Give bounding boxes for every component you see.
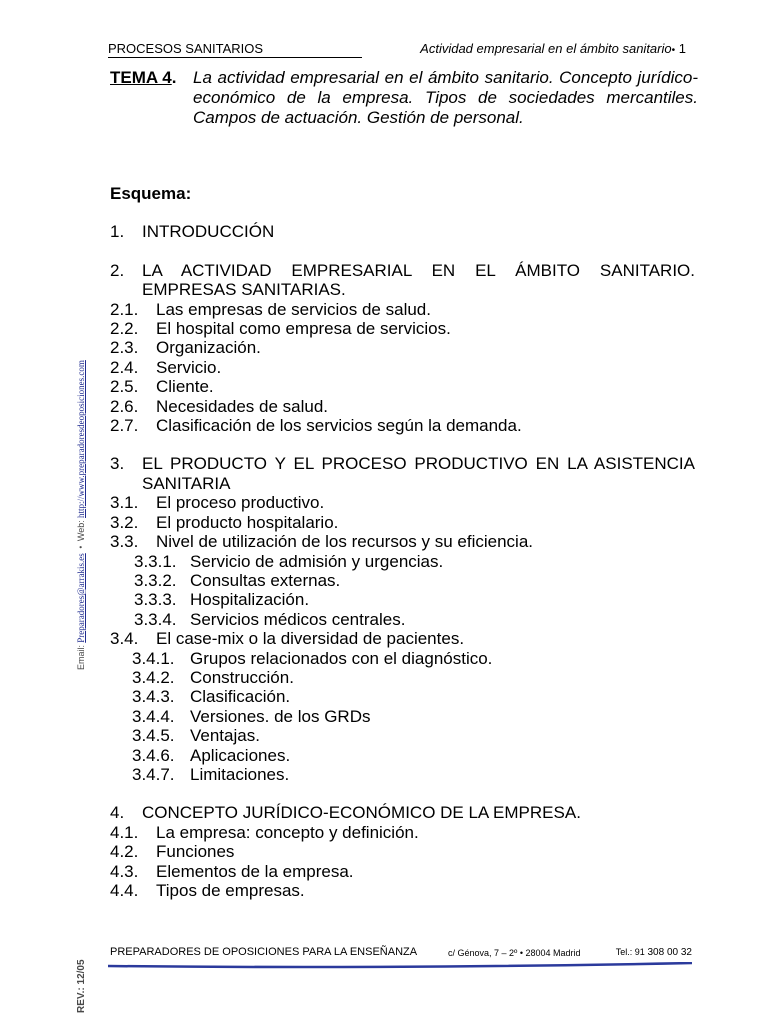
outline-subitem bbox=[110, 571, 695, 590]
page-title bbox=[110, 68, 698, 128]
item-number: 2.2. bbox=[110, 319, 139, 339]
section-number: 2. bbox=[110, 260, 125, 280]
item-text: El producto hospitalario. bbox=[156, 512, 339, 532]
section-title: LA ACTIVIDAD EMPRESARIAL EN EL ÁMBITO SANITARIO. EMPRESAS SANITARIAS. bbox=[142, 260, 695, 300]
item-text: Las empresas de servicios de salud. bbox=[156, 299, 431, 319]
footer-phone-label: Tel.: 91 bbox=[615, 947, 645, 957]
subitem-number: 3.3.1. bbox=[134, 551, 177, 571]
subitem-text: Aplicaciones. bbox=[190, 745, 291, 765]
section-number: 4. bbox=[110, 803, 125, 823]
subitem-number: 3.4.2. bbox=[132, 667, 175, 687]
subitem-number: 3.4.6. bbox=[132, 745, 175, 765]
subitem-number: 3.3.3. bbox=[134, 590, 177, 610]
item-text: El case-mix o la diversidad de pacientes. bbox=[156, 629, 465, 649]
outline-subitem bbox=[110, 610, 695, 629]
outline-item bbox=[110, 493, 695, 512]
outline-section bbox=[110, 454, 695, 493]
item-number: 4.3. bbox=[110, 861, 139, 881]
revision-text: REV.: 12/05 bbox=[76, 959, 87, 1013]
footer-organization: PREPARADORES DE OPOSICIONES PARA LA ENSEÑANZA bbox=[110, 946, 418, 958]
item-text: Clasificación de los servicios según la demanda. bbox=[156, 416, 522, 436]
outline-section bbox=[110, 222, 695, 241]
outline-section bbox=[110, 803, 695, 822]
item-text: Funciones bbox=[156, 842, 235, 862]
outline-subitem bbox=[110, 765, 695, 784]
item-text: Cliente. bbox=[156, 377, 214, 397]
subitem-text: Consultas externas. bbox=[190, 570, 341, 590]
item-number: 2.7. bbox=[110, 416, 139, 436]
outline-subitem bbox=[110, 552, 695, 571]
section-title: INTRODUCCIÓN bbox=[142, 222, 275, 242]
outline bbox=[110, 184, 695, 900]
revision-stamp bbox=[74, 955, 90, 1015]
header-topic bbox=[420, 40, 686, 60]
item-number: 2.5. bbox=[110, 377, 139, 397]
item-number: 3.1. bbox=[110, 493, 139, 513]
outline-item bbox=[110, 300, 695, 319]
subitem-number: 3.3.4. bbox=[134, 609, 177, 629]
footer-address: c/ Génova, 7 – 2º • 28004 Madrid bbox=[448, 948, 581, 958]
section-number: 3. bbox=[110, 454, 125, 474]
header-topic-text: Actividad empresarial en el ámbito sanitario bbox=[420, 41, 672, 56]
outline-item bbox=[110, 358, 695, 377]
footer-divider bbox=[108, 962, 692, 970]
subitem-text: Hospitalización. bbox=[190, 590, 310, 610]
outline-item bbox=[110, 416, 695, 435]
item-number: 3.3. bbox=[110, 532, 139, 552]
subitem-number: 3.3.2. bbox=[134, 570, 177, 590]
item-number: 4.1. bbox=[110, 822, 139, 842]
subitem-text: Grupos relacionados con el diagnóstico. bbox=[190, 648, 493, 668]
page-header bbox=[108, 40, 686, 58]
subitem-text: Ventajas. bbox=[190, 726, 260, 746]
contact-sidebar bbox=[74, 310, 92, 670]
web-label: Web: bbox=[76, 520, 86, 542]
item-text: La empresa: concepto y definición. bbox=[156, 822, 419, 842]
outline-sections bbox=[110, 222, 695, 900]
item-number: 4.2. bbox=[110, 842, 139, 862]
item-number: 2.3. bbox=[110, 338, 139, 358]
outline-subitem bbox=[110, 590, 695, 609]
subitem-text: Servicios médicos centrales. bbox=[190, 609, 406, 629]
item-text: Nivel de utilización de los recursos y su eficiencia. bbox=[156, 532, 534, 552]
subitem-number: 3.4.7. bbox=[132, 764, 175, 784]
item-text: El proceso productivo. bbox=[156, 493, 325, 513]
outline-item bbox=[110, 532, 695, 551]
item-number: 4.4. bbox=[110, 881, 139, 900]
outline-subitem bbox=[110, 707, 695, 726]
email-label: Email: bbox=[76, 644, 86, 670]
item-text: Tipos de empresas. bbox=[156, 881, 305, 900]
outline-item bbox=[110, 842, 695, 861]
item-text: Elementos de la empresa. bbox=[156, 861, 354, 881]
subitem-number: 3.4.4. bbox=[132, 706, 175, 726]
email-link[interactable]: Preparadores@arrakis.es bbox=[76, 553, 86, 643]
item-text: Necesidades de salud. bbox=[156, 396, 329, 416]
subitem-text: Limitaciones. bbox=[190, 764, 290, 784]
outline-subitem bbox=[110, 746, 695, 765]
contact-bullet: • bbox=[76, 545, 86, 549]
subitem-number: 3.4.1. bbox=[132, 648, 175, 668]
subitem-text: Versiones. de los GRDs bbox=[190, 706, 371, 726]
subitem-number: 3.4.3. bbox=[132, 687, 175, 707]
section-title: CONCEPTO JURÍDICO-ECONÓMICO DE LA EMPRESA. bbox=[142, 803, 581, 823]
section-title: EL PRODUCTO Y EL PROCESO PRODUCTIVO EN LA ASISTENCIA SANITARIA bbox=[142, 454, 695, 493]
outline-item bbox=[110, 823, 695, 842]
subitem-text: Construcción. bbox=[190, 667, 294, 687]
outline-item bbox=[110, 338, 695, 357]
outline-subitem bbox=[110, 668, 695, 687]
header-subject: PROCESOS SANITARIOS bbox=[108, 40, 362, 58]
outline-item bbox=[110, 377, 695, 396]
footer-phone-number: 308 00 32 bbox=[647, 947, 692, 958]
contact-vertical-text bbox=[76, 360, 86, 670]
item-text: Organización. bbox=[156, 338, 261, 358]
subitem-text: Clasificación. bbox=[190, 687, 291, 707]
outline-subitem bbox=[110, 726, 695, 745]
outline-section bbox=[110, 261, 695, 300]
item-text: El hospital como empresa de servicios. bbox=[156, 319, 451, 339]
outline-subitem bbox=[110, 649, 695, 668]
item-number: 3.4. bbox=[110, 629, 139, 649]
outline-item bbox=[110, 397, 695, 416]
item-text: Servicio. bbox=[156, 357, 222, 377]
section-number: 1. bbox=[110, 222, 125, 242]
item-number: 2.6. bbox=[110, 396, 139, 416]
outline-item bbox=[110, 319, 695, 338]
footer-phone bbox=[616, 945, 692, 960]
header-separator: • bbox=[671, 45, 676, 56]
subitem-text: Servicio de admisión y urgencias. bbox=[190, 551, 444, 571]
outline-item bbox=[110, 862, 695, 881]
esquema-heading: Esquema: bbox=[110, 184, 192, 203]
tema-description: La actividad empresarial en el ámbito sanitario. Concepto jurídico-económico de la empresa. Tipos de sociedades mercantiles. Campos de actuación. Gestión de personal. bbox=[193, 68, 698, 127]
tema-label-punct: . bbox=[171, 68, 177, 87]
tema-label bbox=[110, 68, 176, 88]
item-number: 2.4. bbox=[110, 357, 139, 377]
page-footer bbox=[110, 945, 692, 963]
outline-item bbox=[110, 629, 695, 648]
tema-label-text: TEMA 4 bbox=[110, 68, 172, 87]
web-link[interactable]: http://www.preparadoresdeoposiciones.com bbox=[76, 360, 86, 518]
item-number: 3.2. bbox=[110, 512, 139, 532]
page-number: 1 bbox=[678, 41, 686, 56]
outline-subitem bbox=[110, 687, 695, 706]
subitem-number: 3.4.5. bbox=[132, 726, 175, 746]
item-number: 2.1. bbox=[110, 299, 139, 319]
outline-item bbox=[110, 513, 695, 532]
outline-item bbox=[110, 881, 695, 900]
